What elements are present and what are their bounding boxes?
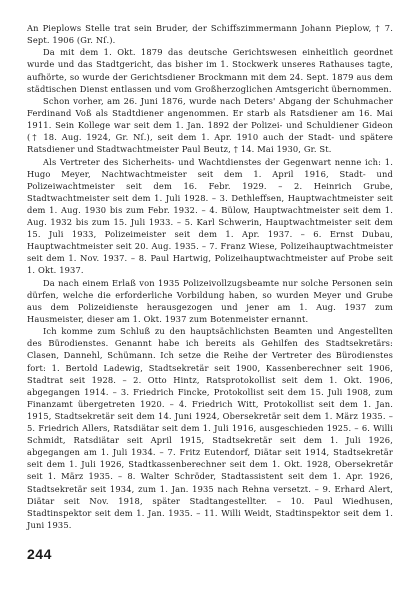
paragraph-pieplow: An Pieplows Stelle trat sein Bruder, der Schiffszimmermann Johann Pieplow, † 7. Sept. 1906 (Gr. Nſ.). xyxy=(27,23,393,46)
paragraph-wachtdienst: Als Vertreter des Sicherheits- und Wachtdienstes der Gegenwart nenne ich: 1. Hugo Meyer, Nachtwachtmeister seit dem 1. April 1916, Stadt- und Polizeiwachtmeister seit dem 16. Febr. 1929. – 2. Heinrich Grube, Stadtwachtmeister seit dem 1. Juli 1928. – 3. Dethleffsen, Hauptwachtmeister seit dem 1. Aug. 1930 bis zum Febr. 1932. – 4. Bülow, Hauptwachtmeister seit dem 1. Aug. 1932 bis zum 15. Juli 1933. – 5. Karl Schwerin, Hauptwachtmeister seit dem 15. Juli 1933, Polizeimeister seit dem 1. Apr. 1937. – 6. Ernst Dubau, Hauptwachtmeister seit 20. Aug. 1935. – 7. Franz Wiese, Polizeihauptwachtmeister seit dem 1. Nov. 1937. – 8. Paul Hartwig, Polizeihauptwachtmeister auf Probe seit 1. Okt. 1937. xyxy=(27,156,393,276)
paragraph-gerichtswesen: Da mit dem 1. Okt. 1879 das deutsche Gerichtswesen einheitlich geordnet wurde und das Stadtgericht, das bisher im 1. Stockwerk unseres Rathauses tagte, aufhörte, so wurde der Gerichtsdiener Brockmann mit dem 24. Sept. 1879 aus dem städtischen Dienst entlassen und vom Großherzoglichen Amtsgericht übernommen. xyxy=(27,47,393,94)
body-text xyxy=(27,22,393,531)
paragraph-erlass-1935: Da nach einem Erlaß von 1935 Polizeivollzugsbeamte nur solche Personen sein dürfen, welche die erforderliche Vorbildung haben, so wurden Meyer und Grube aus dem Polizeidienste herausgezogen und jener am 1. Aug. 1937 zum Hausmeister, dieser am 1. Okt. 1937 zum Botenmeister ernannt. xyxy=(27,277,393,324)
paragraph-buerodienst: Ich komme zum Schluß zu den hauptsächlichsten Beamten und Angestellten des Bürodienstes. Genannt habe ich bereits als Gehilfen des Stadtsekretärs: Clasen, Dannehl, Schümann. Ich setze die Reihe der Vertreter des Bürodienstes fort: 1. Bertold Ladewig, Stadtsekretär seit 1900, Kassenberechner seit 1906, Stadtrat seit 1928. – 2. Otto Hintz, Ratsprotokollist seit dem 1. Okt. 1906, abgegangen 1914. – 3. Friedrich Fincke, Protokollist seit dem 15. Juli 1908, zum Finanzamt übergetreten 1920. – 4. Friedrich Witt, Protokollist seit dem 1. Jan. 1915, Stadtsekretär seit dem 14. Juni 1924, Obersekretär seit dem 1. März 1935. – 5. Friedrich Allers, Ratsdiätar seit dem 1. Juli 1916, ausgeschieden 1925. – 6. Willi Schmidt, Ratsdiätar seit April 1915, Stadtsekretär seit dem 1. Juli 1926, abgegangen am 1. Juli 1934. – 7. Fritz Eutendorf, Diätar seit 1914, Stadtsekretär seit dem 1. Juli 1926, Stadtkassenberechner seit dem 1. Okt. 1928, Obersekretär seit 1. März 1935. – 8. Walter Schröder, Stadtassistent seit dem 1. Apr. 1926, Stadtsekretär seit 1934, zum 1. Jan. 1935 nach Rehna versetzt. – 9. Erhard Alert, Diätar seit Nov. 1918, später Stadtangestellter. – 10. Paul Wiedhusen, Stadtinspektor seit dem 1. Jan. 1935. – 11. Willi Weidt, Stadtinspektor seit dem 1. Juni 1935. xyxy=(27,326,393,530)
paragraph-stadtdiener: Schon vorher, am 26. Juni 1876, wurde nach Deters' Abgang der Schuhmacher Ferdinand Voß als Stadtdiener angenommen. Er starb als Ratsdiener am 16. Mai 1911. Sein Kollege war seit dem 1. Jan. 1892 der Polizei- und Schuldiener Gideon († 18. Aug. 1924, Gr. Nſ.), seit dem 1. Apr. 1910 auch der Stadt- und spätere Ratsdiener und Stadtwachtmeister Paul Beutz, † 14. Mai 1930, Gr. St. xyxy=(27,95,393,155)
page-number: 244 xyxy=(27,546,52,562)
